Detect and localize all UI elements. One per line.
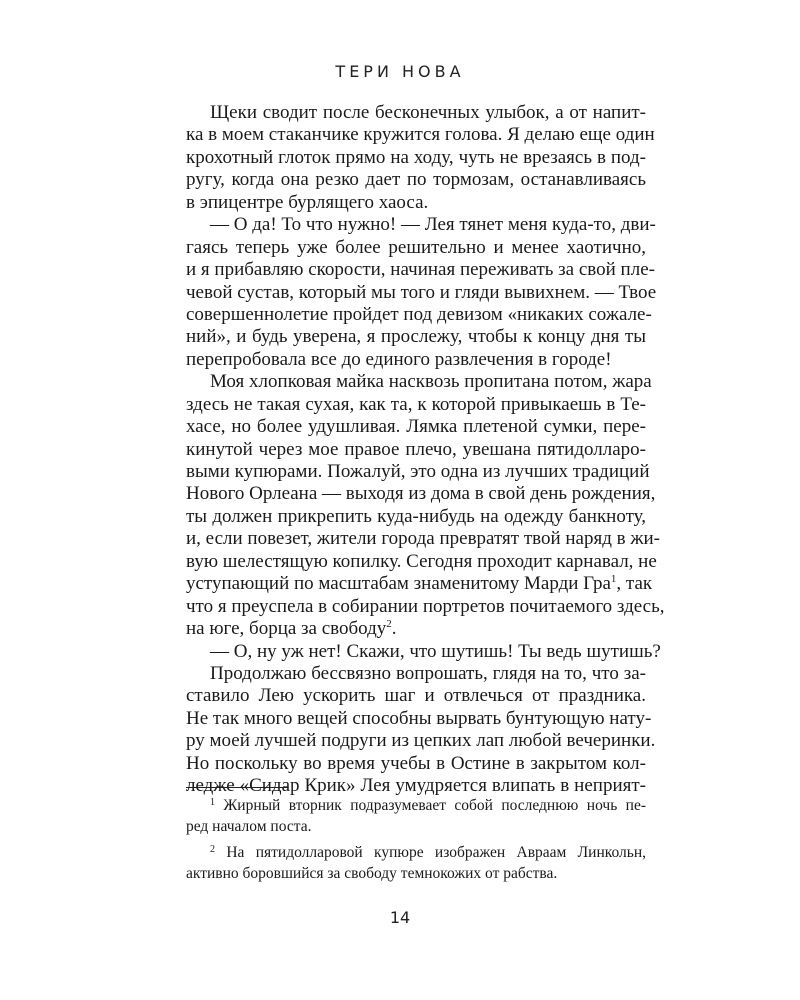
footnotes — [186, 796, 646, 884]
text-line: Не так много вещей способны вырвать бунтующую нату- — [186, 707, 652, 729]
text-line — [186, 573, 653, 595]
text-line: и, если повезет, жители города превратят твой наряд в жи- — [186, 528, 660, 550]
text-line: здесь не такая сухая, как та, к которой привыкаешь в Те- — [186, 393, 646, 415]
footnote-ref-1: 1 — [610, 573, 617, 586]
footnote-2-line — [186, 843, 646, 864]
footnote-1-line — [186, 796, 646, 817]
text-line: выми купюрами. Пожалуй, это одна из лучших традиций — [186, 461, 650, 482]
text-line: крохотный глоток прямо на ходу, чуть не врезаясь в под- — [186, 146, 646, 168]
text-line: Щеки сводит после бесконечных улыбок, а от напит- — [210, 102, 646, 123]
text-fragment: . — [391, 618, 397, 640]
text-line: — О, ну уж нет! Скажи, что шутишь! Ты ведь шутишь? — [210, 640, 661, 662]
footnote-2-mark: 2 — [210, 844, 215, 855]
text-fragment: уступающий по масштабам знаменитому Марди Гра — [186, 573, 611, 595]
body-text — [186, 102, 665, 798]
text-line: ледже «Сидар Крик» Лея умудряется влипать в неприят- — [186, 775, 646, 797]
text-line: и я прибавляю скорости, начиная переживать за свой пле- — [186, 259, 655, 281]
text-line: Но поскольку во время учебы в Остине в закрытом кол- — [186, 752, 646, 774]
text-line: вую шелестящую копилку. Сегодня проходит карнавал, не — [186, 550, 657, 572]
footnote-ref-2: 2 — [386, 618, 392, 631]
text-line: в эпицентре бурлящего хаоса. — [186, 191, 429, 213]
page-number: 14 — [389, 908, 411, 927]
text-line: ругу, когда она резко дает по тормозам, останавливаясь — [186, 169, 646, 191]
text-line: что я преуспела в собирании портретов почитаемого здесь, — [186, 595, 665, 617]
text-line: ру моей лучшей подруги из цепких лап любой вечеринки. — [186, 730, 656, 752]
footnote-text: На пятидолларовой купюре изображен Авраам Линкольн, — [226, 844, 646, 861]
footnote-text: Жирный вторник подразумевает собой последнюю ночь пе- — [223, 797, 646, 814]
footnote-1-line: ред началом поста. — [186, 817, 312, 835]
text-line: перепробовала все до единого развлечения в городе! — [186, 348, 612, 370]
text-line: Продолжаю бессвязно вопрошать, глядя на то, что за- — [210, 662, 646, 684]
running-header: ТЕРИ НОВА — [335, 62, 465, 81]
footnote-divider — [186, 787, 288, 788]
footnote-1-mark: 1 — [210, 797, 215, 808]
text-line: кинутой через мое правое плечо, увешана пятидолларо- — [186, 438, 646, 460]
text-line: Моя хлопковая майка насквозь пропитана потом, жара — [210, 371, 652, 393]
text-line: ка в моем стаканчике кружится голова. Я делаю еще один — [186, 124, 655, 146]
text-line: ний», и будь уверена, я прослежу, чтобы к концу дня ты — [186, 326, 646, 348]
text-line: — О да! То что нужно! — Лея тянет меня куда-то, дви- — [210, 214, 656, 236]
text-fragment: , так — [616, 573, 653, 595]
footnote-2-line: активно боровшийся за свободу темнокожих от рабства. — [186, 864, 558, 882]
text-line: хасе, но более удушливая. Лямка плетеной сумки, пере- — [186, 416, 646, 438]
text-line: чевой сустав, который мы того и гляди вывихнем. — Твое — [186, 281, 657, 303]
text-line: совершеннолетие пройдет под девизом «никаких сожале- — [186, 303, 652, 325]
text-line: гаясь теперь уже более решительно и менее хаотично, — [186, 236, 646, 258]
text-line — [186, 618, 646, 640]
text-line: ставило Лею ускорить шаг и отвлечься от праздника. — [186, 685, 646, 707]
text-line: Нового Орлеана — выходя из дома в свой день рождения, — [186, 483, 656, 505]
text-line: ты должен прикрепить куда-нибудь на одежду банкноту, — [186, 505, 646, 527]
text-fragment: на юге, борца за свободу — [186, 618, 387, 640]
